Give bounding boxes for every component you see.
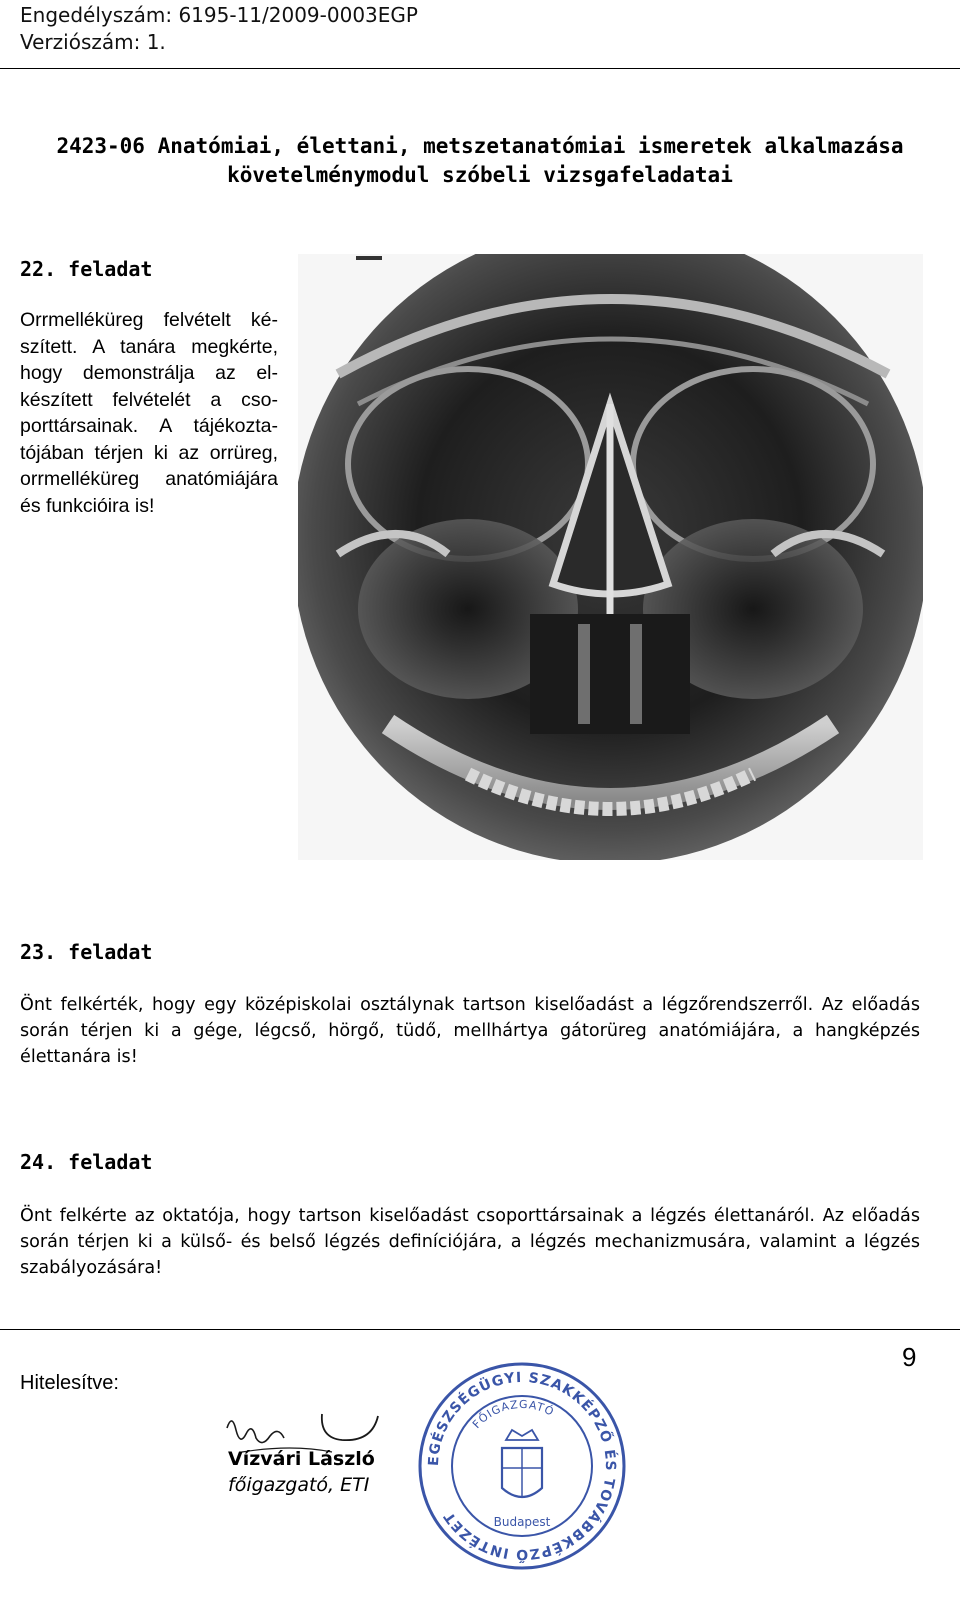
page-title [0, 132, 960, 190]
license-number: Engedélyszám: 6195-11/2009-0003EGP [20, 3, 418, 27]
task-23-text: Önt felkérték, hogy egy középiskolai osztálynak tartson kiselőadást a légzőrendszerről. Az előadás során térjen ki a gége, légcső, hörgő, tüdő, mellhártya gátorüreg anatómiájára, a hangképzés élettanára is! [20, 995, 920, 1067]
title-line-2: követelménymodul szóbeli vizsgafeladatai [227, 163, 733, 187]
seal-inner-text: FŐIGAZGATÓ [469, 1397, 557, 1432]
task-22-heading: 22. feladat [20, 257, 153, 281]
svg-text:FŐIGAZGATÓ [470, 1398, 557, 1431]
document-header [20, 2, 418, 56]
task-24-heading: 24. feladat [20, 1150, 153, 1174]
sinus-xray-image [298, 254, 923, 860]
page-number: 9 [902, 1342, 917, 1372]
official-seal-stamp [416, 1360, 628, 1572]
version-number: Verziószám: 1. [20, 30, 166, 54]
seal-city-text: Budapest [493, 1515, 551, 1529]
task-24-text: Önt felkérte az oktatója, hogy tartson kiselőadást csoporttársainak a légzés élettanáról. Az előadás során térjen ki a külső- és belső légzés definíciójára, a légzés mechanizmusára, valamint a légzés szabályozására! [20, 1206, 920, 1278]
title-line-1: 2423-06 Anatómiai, élettani, metszetanatómiai ismeretek alkalmazása [56, 134, 904, 158]
signer-title: főigazgató, ETI [228, 1474, 370, 1496]
signer-name: Vízvári László [228, 1448, 375, 1470]
task-23-heading: 23. feladat [20, 940, 153, 964]
header-divider [0, 68, 960, 69]
footer-divider [0, 1329, 960, 1330]
xray-graphic [298, 254, 923, 860]
certified-label: Hitelesítve: [20, 1372, 119, 1394]
seal-outer-text: EGÉSZSÉGÜGYI SZAKKÉPZŐ ÉS TOVÁBBKÉPZŐ INTÉZET [425, 1369, 619, 1563]
task-22-text: Orrmelléküreg felvételt készített. A tanára megkérte, hogy demonstrálja az elkészített felvételét a csoporttársainak. A tájékoztatójában térjen ki az orrüreg, orrmelléküreg anatómiájára és funkcióira is! [20, 309, 278, 517]
